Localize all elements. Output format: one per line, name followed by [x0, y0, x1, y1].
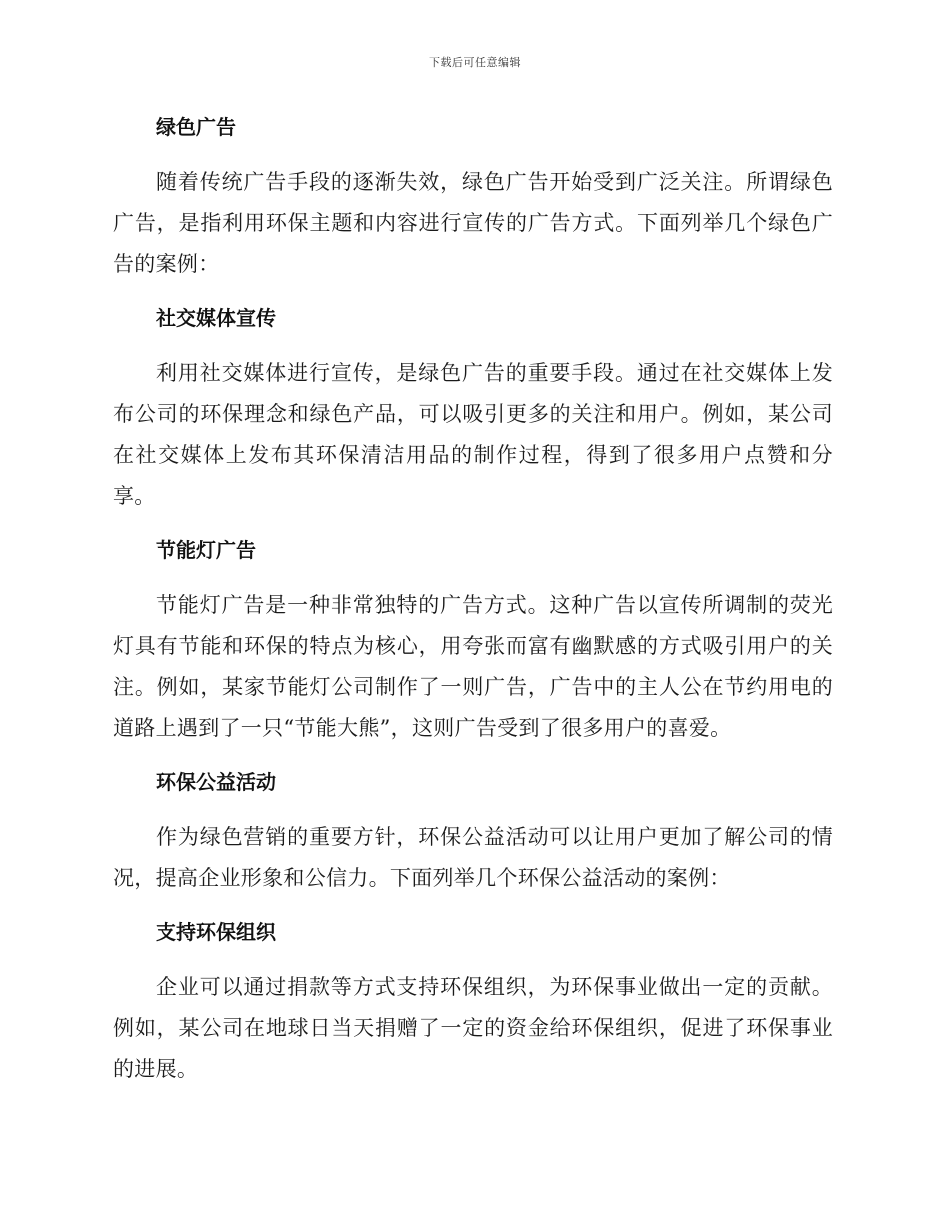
- section-heading: 绿色广告: [156, 115, 236, 139]
- section-heading: 节能灯广告: [156, 538, 256, 562]
- section-green-advertising: [113, 108, 833, 285]
- section-paragraph: 节能灯广告是一种非常独特的广告方式。这种广告以宣传所调制的荧光灯具有节能和环保的特点为核心，用夸张而富有幽默感的方式吸引用户的关注。例如，某家节能灯公司制作了一则广告，广告中的主人公在节约用电的道路上遇到了一只“节能大熊”，这则广告受到了很多用户的喜爱。: [113, 593, 833, 740]
- section-paragraph: 作为绿色营销的重要方针，环保公益活动可以让用户更加了解公司的情况，提高企业形象和公信力。下面列举几个环保公益活动的案例：: [113, 825, 833, 890]
- section-energy-saving-lamp: [113, 531, 833, 749]
- section-social-media: [113, 299, 833, 517]
- section-support-organizations: [113, 913, 833, 1090]
- section-environmental-charity: [113, 763, 833, 899]
- section-paragraph: 利用社交媒体进行宣传，是绿色广告的重要手段。通过在社交媒体上发布公司的环保理念和绿色产品，可以吸引更多的关注和用户。例如，某公司在社交媒体上发布其环保清洁用品的制作过程，得到了很多用户点赞和分享。: [113, 361, 833, 508]
- section-heading: 社交媒体宣传: [156, 306, 276, 330]
- page-header: 下载后可任意编辑: [429, 56, 521, 69]
- section-heading: 环保公益活动: [156, 770, 276, 794]
- document-body: [113, 108, 833, 1104]
- section-heading: 支持环保组织: [156, 920, 276, 944]
- section-paragraph: 随着传统广告手段的逐渐失效，绿色广告开始受到广泛关注。所谓绿色广告，是指利用环保主题和内容进行宣传的广告方式。下面列举几个绿色广告的案例：: [113, 170, 833, 276]
- section-paragraph: 企业可以通过捐款等方式支持环保组织，为环保事业做出一定的贡献。例如，某公司在地球日当天捐赠了一定的资金给环保组织，促进了环保事业的进展。: [113, 975, 833, 1081]
